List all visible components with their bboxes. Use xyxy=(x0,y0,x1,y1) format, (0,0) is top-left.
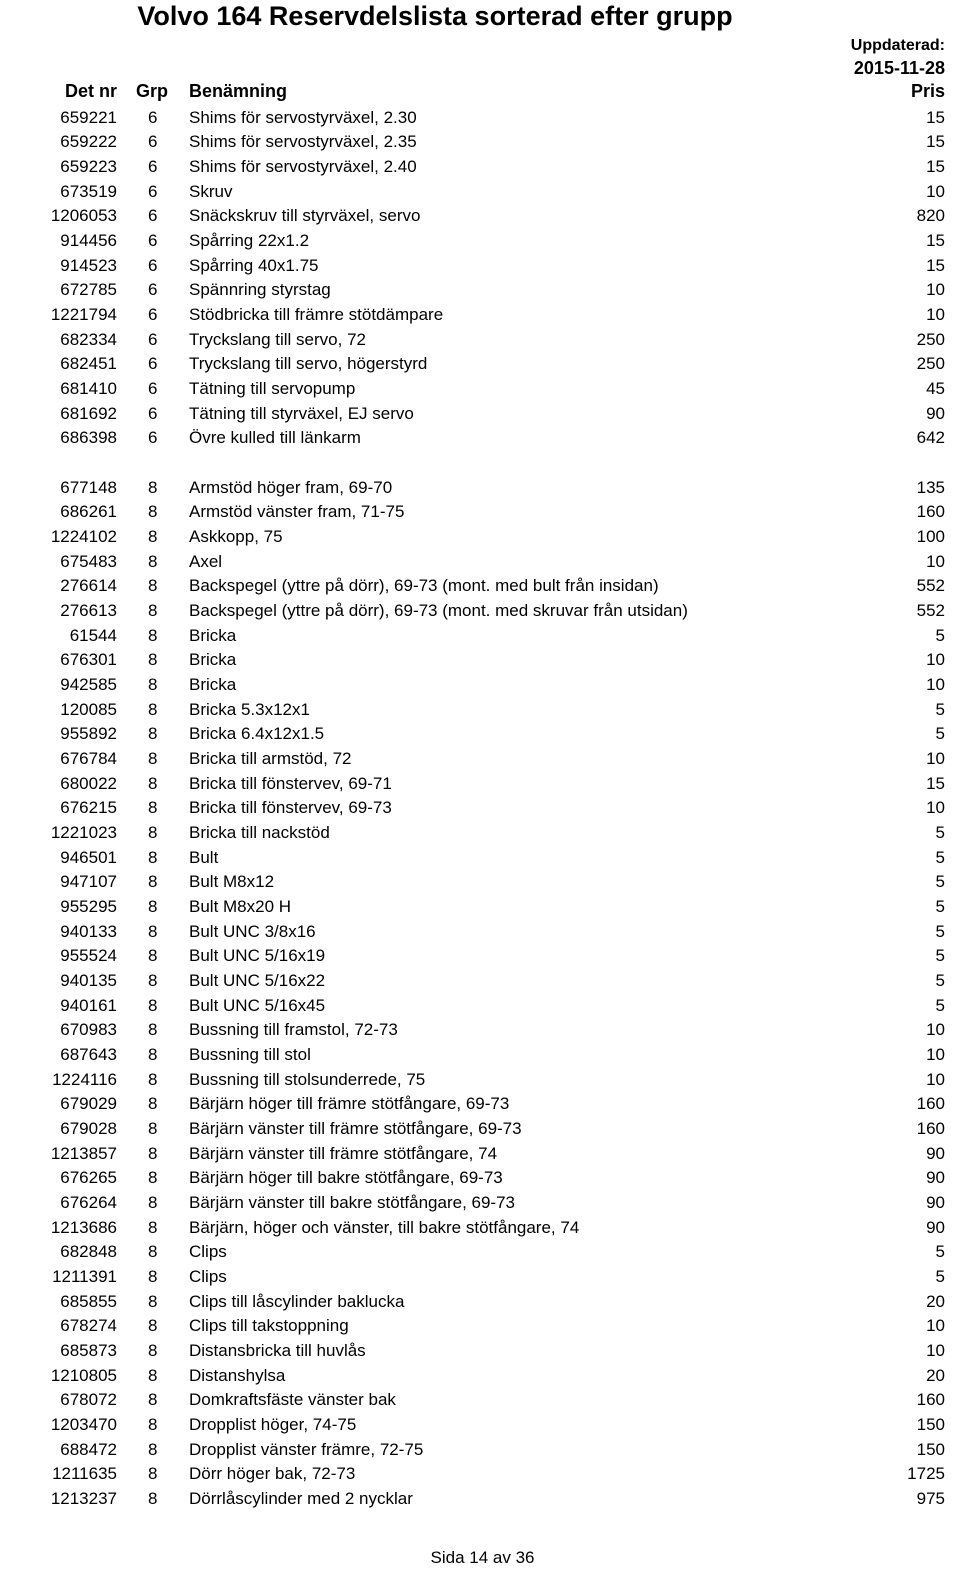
cell-grp: 8 xyxy=(148,1291,158,1311)
cell-nr: 677148 xyxy=(60,477,117,497)
table-row xyxy=(0,895,960,920)
page-title: Volvo 164 Reservdelslista sorterad efter grupp xyxy=(137,1,733,31)
cell-grp: 6 xyxy=(148,255,158,275)
cell-grp: 8 xyxy=(148,1489,158,1509)
table-row xyxy=(0,944,960,969)
table-row xyxy=(0,352,960,377)
cell-grp: 8 xyxy=(148,773,158,793)
cell-pris: 15 xyxy=(926,132,945,152)
cell-pris: 150 xyxy=(916,1415,945,1434)
table-row xyxy=(0,599,960,624)
cell-pris: 100 xyxy=(916,526,945,546)
cell-grp: 8 xyxy=(148,798,158,818)
cell-grp: 8 xyxy=(148,699,158,719)
cell-nr: 1221794 xyxy=(50,304,117,324)
cell-nr: 681692 xyxy=(60,403,117,423)
cell-pris: 5 xyxy=(935,699,945,719)
table-row xyxy=(0,673,960,698)
table-row xyxy=(0,204,960,229)
cell-ben: Bricka till fönstervev, 69-71 xyxy=(189,773,392,793)
cell-ben: Bult UNC 5/16x22 xyxy=(189,970,326,990)
cell-grp: 8 xyxy=(148,1316,158,1336)
cell-pris: 160 xyxy=(916,1118,945,1138)
cell-grp: 8 xyxy=(148,1143,158,1163)
cell-nr: 682451 xyxy=(60,354,117,374)
cell-grp: 8 xyxy=(148,526,158,546)
cell-pris: 15 xyxy=(926,773,945,793)
column-header-benamning: Benämning xyxy=(189,81,288,101)
cell-ben: Spännring styrstag xyxy=(189,280,331,300)
cell-grp: 8 xyxy=(148,896,158,916)
table-row xyxy=(0,994,960,1019)
cell-nr: 1213686 xyxy=(50,1217,117,1237)
cell-nr: 675483 xyxy=(60,551,117,571)
cell-nr: 679029 xyxy=(60,1094,117,1114)
cell-nr: 942585 xyxy=(60,674,117,694)
cell-nr: 676264 xyxy=(60,1192,117,1212)
table-row xyxy=(0,1191,960,1216)
table-row xyxy=(0,648,960,673)
table-row xyxy=(0,1339,960,1364)
cell-ben: Armstöd vänster fram, 71-75 xyxy=(189,502,405,522)
cell-grp: 8 xyxy=(148,600,158,620)
cell-grp: 8 xyxy=(148,1168,158,1188)
cell-pris: 552 xyxy=(916,600,945,620)
cell-grp: 8 xyxy=(148,822,158,842)
cell-ben: Bricka till armstöd, 72 xyxy=(189,748,352,768)
cell-pris: 5 xyxy=(935,946,945,966)
page-number: Sida 14 av 36 xyxy=(430,1548,535,1567)
cell-grp: 8 xyxy=(148,872,158,892)
table-row xyxy=(0,1413,960,1438)
cell-nr: 940135 xyxy=(60,970,117,990)
cell-pris: 15 xyxy=(926,107,945,127)
cell-ben: Armstöd höger fram, 69-70 xyxy=(189,477,393,497)
cell-ben: Bricka xyxy=(189,650,237,670)
cell-nr: 676784 xyxy=(60,748,117,768)
table-row xyxy=(0,1265,960,1290)
table-row xyxy=(0,1117,960,1142)
cell-ben: Dörrlåscylinder med 2 nycklar xyxy=(189,1489,413,1509)
cell-ben: Bussning till framstol, 72-73 xyxy=(189,1020,398,1040)
cell-nr: 1203470 xyxy=(50,1415,117,1434)
cell-grp: 8 xyxy=(148,1415,158,1434)
table-row xyxy=(0,1043,960,1068)
cell-ben: Bärjärn vänster till bakre stötfångare, 69-73 xyxy=(189,1192,516,1212)
cell-grp: 6 xyxy=(148,107,158,127)
table-row xyxy=(0,155,960,180)
table-row xyxy=(0,722,960,747)
cell-grp: 8 xyxy=(148,1464,158,1484)
cell-nr: 672785 xyxy=(60,280,117,300)
table-row xyxy=(0,303,960,328)
table-row xyxy=(0,747,960,772)
cell-nr: 681410 xyxy=(60,378,117,398)
table-row xyxy=(0,328,960,353)
cell-grp: 6 xyxy=(148,132,158,152)
cell-pris: 10 xyxy=(926,280,945,300)
cell-ben: Bult UNC 3/8x16 xyxy=(189,921,316,941)
cell-grp: 6 xyxy=(148,428,158,448)
cell-ben: Bärjärn höger till bakre stötfångare, 69-73 xyxy=(189,1168,503,1188)
cell-ben: Bricka 5.3x12x1 xyxy=(189,699,310,719)
cell-ben: Snäckskruv till styrväxel, servo xyxy=(189,206,421,226)
cell-nr: 659221 xyxy=(60,107,117,127)
cell-grp: 8 xyxy=(148,1439,158,1459)
cell-nr: 940133 xyxy=(60,921,117,941)
cell-ben: Tätning till styrväxel, EJ servo xyxy=(189,403,414,423)
cell-pris: 10 xyxy=(926,748,945,768)
cell-grp: 8 xyxy=(148,1094,158,1114)
cell-grp: 8 xyxy=(148,748,158,768)
table-row xyxy=(0,402,960,427)
table-row xyxy=(0,574,960,599)
cell-pris: 5 xyxy=(935,921,945,941)
cell-ben: Bricka till fönstervev, 69-73 xyxy=(189,798,392,818)
cell-pris: 45 xyxy=(926,378,945,398)
cell-pris: 250 xyxy=(916,354,945,374)
cell-grp: 6 xyxy=(148,156,158,176)
table-row xyxy=(0,846,960,871)
table-row xyxy=(0,1240,960,1265)
cell-nr: 659223 xyxy=(60,156,117,176)
cell-nr: 955892 xyxy=(60,724,117,744)
cell-grp: 8 xyxy=(148,1044,158,1064)
cell-nr: 679028 xyxy=(60,1118,117,1138)
cell-nr: 1210805 xyxy=(50,1365,117,1385)
cell-grp: 6 xyxy=(148,206,158,226)
cell-ben: Askkopp, 75 xyxy=(189,526,283,546)
table-row xyxy=(0,278,960,303)
cell-ben: Bärjärn vänster till främre stötfångare, 74 xyxy=(189,1143,498,1163)
cell-pris: 5 xyxy=(935,724,945,744)
cell-pris: 5 xyxy=(935,995,945,1015)
cell-nr: 678274 xyxy=(60,1316,117,1336)
cell-pris: 160 xyxy=(916,502,945,522)
cell-nr: 1211635 xyxy=(52,1464,117,1484)
cell-pris: 820 xyxy=(916,206,945,226)
table-row xyxy=(0,1388,960,1413)
cell-ben: Skruv xyxy=(189,181,233,201)
cell-grp: 8 xyxy=(148,551,158,571)
cell-nr: 676215 xyxy=(60,798,117,818)
table-row xyxy=(0,969,960,994)
cell-pris: 150 xyxy=(916,1439,945,1459)
cell-ben: Clips xyxy=(189,1242,227,1262)
table-row xyxy=(0,377,960,402)
cell-grp: 6 xyxy=(148,329,158,349)
cell-ben: Dropplist höger, 74-75 xyxy=(189,1415,357,1434)
table-row xyxy=(0,1068,960,1093)
cell-ben: Tryckslang till servo, högerstyrd xyxy=(189,354,428,374)
cell-nr: 1213237 xyxy=(50,1489,117,1509)
cell-pris: 160 xyxy=(916,1390,945,1410)
table-row xyxy=(0,426,960,451)
cell-pris: 975 xyxy=(916,1489,945,1509)
cell-ben: Tryckslang till servo, 72 xyxy=(189,329,366,349)
cell-grp: 6 xyxy=(148,230,158,250)
cell-nr: 276613 xyxy=(60,600,117,620)
cell-grp: 8 xyxy=(148,1341,158,1360)
cell-nr: 686261 xyxy=(60,502,117,522)
table-row xyxy=(0,1166,960,1191)
cell-nr: 676265 xyxy=(60,1168,117,1188)
cell-ben: Bricka xyxy=(189,674,237,694)
cell-nr: 955295 xyxy=(60,896,117,916)
cell-pris: 90 xyxy=(926,1217,945,1237)
table-row xyxy=(0,1290,960,1315)
cell-pris: 20 xyxy=(926,1365,945,1385)
table-row xyxy=(0,1216,960,1241)
cell-nr: 687643 xyxy=(60,1044,117,1064)
cell-nr: 1221023 xyxy=(50,822,117,842)
cell-nr: 682848 xyxy=(60,1242,117,1262)
cell-pris: 135 xyxy=(916,477,945,497)
table-row xyxy=(0,870,960,895)
cell-ben: Övre kulled till länkarm xyxy=(189,428,361,448)
cell-ben: Bärjärn vänster till främre stötfångare, 69-73 xyxy=(189,1118,522,1138)
cell-ben: Distansbricka till huvlås xyxy=(189,1341,366,1360)
cell-pris: 552 xyxy=(916,576,945,596)
cell-grp: 6 xyxy=(148,280,158,300)
cell-grp: 8 xyxy=(148,995,158,1015)
cell-pris: 10 xyxy=(926,1044,945,1064)
table-row xyxy=(0,229,960,254)
table-row xyxy=(0,476,960,501)
cell-nr: 680022 xyxy=(60,773,117,793)
cell-ben: Bult UNC 5/16x45 xyxy=(189,995,326,1015)
cell-pris: 1725 xyxy=(907,1464,945,1484)
cell-pris: 160 xyxy=(916,1094,945,1114)
table-row xyxy=(0,1092,960,1117)
cell-grp: 8 xyxy=(148,1217,158,1237)
table-row xyxy=(0,525,960,550)
cell-grp: 8 xyxy=(148,1069,158,1089)
cell-ben: Distanshylsa xyxy=(189,1365,286,1385)
cell-grp: 6 xyxy=(148,378,158,398)
table-row xyxy=(0,500,960,525)
cell-nr: 686398 xyxy=(60,428,117,448)
cell-nr: 946501 xyxy=(60,847,117,867)
cell-nr: 688472 xyxy=(60,1439,117,1459)
cell-grp: 8 xyxy=(148,921,158,941)
cell-ben: Bärjärn, höger och vänster, till bakre stötfångare, 74 xyxy=(189,1217,580,1237)
cell-pris: 20 xyxy=(926,1291,945,1311)
cell-pris: 5 xyxy=(935,1266,945,1286)
cell-ben: Spårring 22x1.2 xyxy=(189,230,310,250)
table-row xyxy=(0,1364,960,1389)
table-row xyxy=(0,821,960,846)
cell-grp: 8 xyxy=(148,1192,158,1212)
cell-nr: 1211391 xyxy=(52,1266,117,1286)
updated-label: Uppdaterad: xyxy=(850,37,945,54)
cell-ben: Clips xyxy=(189,1266,227,1286)
cell-grp: 6 xyxy=(148,403,158,423)
table-row xyxy=(0,920,960,945)
cell-nr: 678072 xyxy=(60,1390,117,1410)
cell-ben: Bult M8x20 H xyxy=(189,896,292,916)
cell-nr: 1213857 xyxy=(50,1143,117,1163)
cell-pris: 5 xyxy=(935,1242,945,1262)
table-row xyxy=(0,1438,960,1463)
cell-nr: 914523 xyxy=(60,255,117,275)
cell-ben: Spårring 40x1.75 xyxy=(189,255,319,275)
cell-ben: Bult xyxy=(189,847,219,867)
cell-nr: 940161 xyxy=(60,995,117,1015)
table-row xyxy=(0,1314,960,1339)
table-row xyxy=(0,1018,960,1043)
cell-pris: 90 xyxy=(926,403,945,423)
cell-grp: 8 xyxy=(148,576,158,596)
cell-pris: 15 xyxy=(926,255,945,275)
cell-pris: 10 xyxy=(926,304,945,324)
cell-grp: 8 xyxy=(148,477,158,497)
cell-ben: Backspegel (yttre på dörr), 69-73 (mont. med bult från insidan) xyxy=(189,576,659,596)
cell-nr: 685873 xyxy=(60,1341,117,1360)
cell-ben: Bussning till stol xyxy=(189,1044,311,1064)
cell-nr: 659222 xyxy=(60,132,117,152)
cell-pris: 15 xyxy=(926,156,945,176)
cell-pris: 5 xyxy=(935,896,945,916)
table-row xyxy=(0,1462,960,1487)
cell-nr: 120085 xyxy=(60,699,117,719)
cell-nr: 955524 xyxy=(60,946,117,966)
table-row xyxy=(0,106,960,131)
cell-grp: 8 xyxy=(148,502,158,522)
cell-grp: 8 xyxy=(148,847,158,867)
cell-nr: 1224102 xyxy=(50,526,117,546)
cell-nr: 1224116 xyxy=(52,1069,117,1089)
cell-pris: 642 xyxy=(916,428,945,448)
cell-pris: 10 xyxy=(926,1316,945,1336)
cell-ben: Bricka till nackstöd xyxy=(189,822,330,842)
table-row xyxy=(0,180,960,205)
cell-pris: 10 xyxy=(926,1020,945,1040)
cell-grp: 8 xyxy=(148,970,158,990)
cell-grp: 8 xyxy=(148,1118,158,1138)
cell-pris: 10 xyxy=(926,650,945,670)
column-header-det-nr: Det nr xyxy=(64,81,117,101)
column-header-pris: Pris xyxy=(910,81,945,101)
cell-nr: 1206053 xyxy=(50,206,117,226)
cell-ben: Clips till låscylinder baklucka xyxy=(189,1291,405,1311)
cell-ben: Stödbricka till främre stötdämpare xyxy=(189,304,444,324)
cell-ben: Dörr höger bak, 72-73 xyxy=(189,1464,356,1484)
cell-nr: 61544 xyxy=(69,625,117,645)
table-row xyxy=(0,1487,960,1512)
cell-grp: 8 xyxy=(148,946,158,966)
cell-grp: 8 xyxy=(148,1365,158,1385)
cell-nr: 947107 xyxy=(60,872,117,892)
cell-grp: 8 xyxy=(148,1242,158,1262)
table-row xyxy=(0,1142,960,1167)
cell-pris: 10 xyxy=(926,1341,945,1360)
cell-pris: 5 xyxy=(935,872,945,892)
cell-pris: 10 xyxy=(926,181,945,201)
cell-nr: 673519 xyxy=(60,181,117,201)
cell-grp: 6 xyxy=(148,181,158,201)
cell-pris: 15 xyxy=(926,230,945,250)
table-row xyxy=(0,130,960,155)
cell-ben: Tätning till servopump xyxy=(189,378,356,398)
cell-pris: 5 xyxy=(935,625,945,645)
cell-grp: 6 xyxy=(148,304,158,324)
cell-ben: Bult M8x12 xyxy=(189,872,275,892)
cell-nr: 276614 xyxy=(60,576,117,596)
cell-ben: Domkraftsfäste vänster bak xyxy=(189,1390,396,1410)
cell-ben: Backspegel (yttre på dörr), 69-73 (mont. med skruvar från utsidan) xyxy=(189,600,688,620)
cell-ben: Clips till takstoppning xyxy=(189,1316,349,1336)
cell-ben: Bussning till stolsunderrede, 75 xyxy=(189,1069,426,1089)
table-row xyxy=(0,254,960,279)
updated-date: 2015-11-28 xyxy=(853,58,945,78)
cell-ben: Bricka 6.4x12x1.5 xyxy=(189,724,325,744)
table-row xyxy=(0,624,960,649)
cell-pris: 10 xyxy=(926,798,945,818)
cell-pris: 10 xyxy=(926,551,945,571)
cell-grp: 8 xyxy=(148,1020,158,1040)
cell-grp: 8 xyxy=(148,724,158,744)
cell-pris: 10 xyxy=(926,1069,945,1089)
cell-pris: 90 xyxy=(926,1192,945,1212)
cell-ben: Dropplist vänster främre, 72-75 xyxy=(189,1439,424,1459)
cell-grp: 8 xyxy=(148,650,158,670)
cell-nr: 670983 xyxy=(60,1020,117,1040)
cell-ben: Shims för servostyrväxel, 2.35 xyxy=(189,132,417,152)
cell-nr: 685855 xyxy=(60,1291,117,1311)
cell-pris: 5 xyxy=(935,970,945,990)
column-header-grp: Grp xyxy=(136,81,169,101)
cell-grp: 8 xyxy=(148,1390,158,1410)
cell-nr: 914456 xyxy=(60,230,117,250)
cell-nr: 682334 xyxy=(60,329,117,349)
cell-ben: Bult UNC 5/16x19 xyxy=(189,946,326,966)
cell-grp: 8 xyxy=(148,674,158,694)
cell-grp: 8 xyxy=(148,1266,158,1286)
cell-ben: Axel xyxy=(189,551,223,571)
table-row xyxy=(0,550,960,575)
cell-pris: 90 xyxy=(926,1168,945,1188)
table-row xyxy=(0,772,960,797)
cell-grp: 8 xyxy=(148,625,158,645)
cell-pris: 5 xyxy=(935,822,945,842)
cell-pris: 250 xyxy=(916,329,945,349)
cell-nr: 676301 xyxy=(60,650,117,670)
table-row xyxy=(0,698,960,723)
table-row xyxy=(0,796,960,821)
cell-ben: Bricka xyxy=(189,625,237,645)
cell-pris: 90 xyxy=(926,1143,945,1163)
cell-ben: Bärjärn höger till främre stötfångare, 69-73 xyxy=(189,1094,510,1114)
cell-ben: Shims för servostyrväxel, 2.30 xyxy=(189,107,417,127)
cell-pris: 5 xyxy=(935,847,945,867)
cell-ben: Shims för servostyrväxel, 2.40 xyxy=(189,156,417,176)
cell-grp: 6 xyxy=(148,354,158,374)
cell-pris: 10 xyxy=(926,674,945,694)
